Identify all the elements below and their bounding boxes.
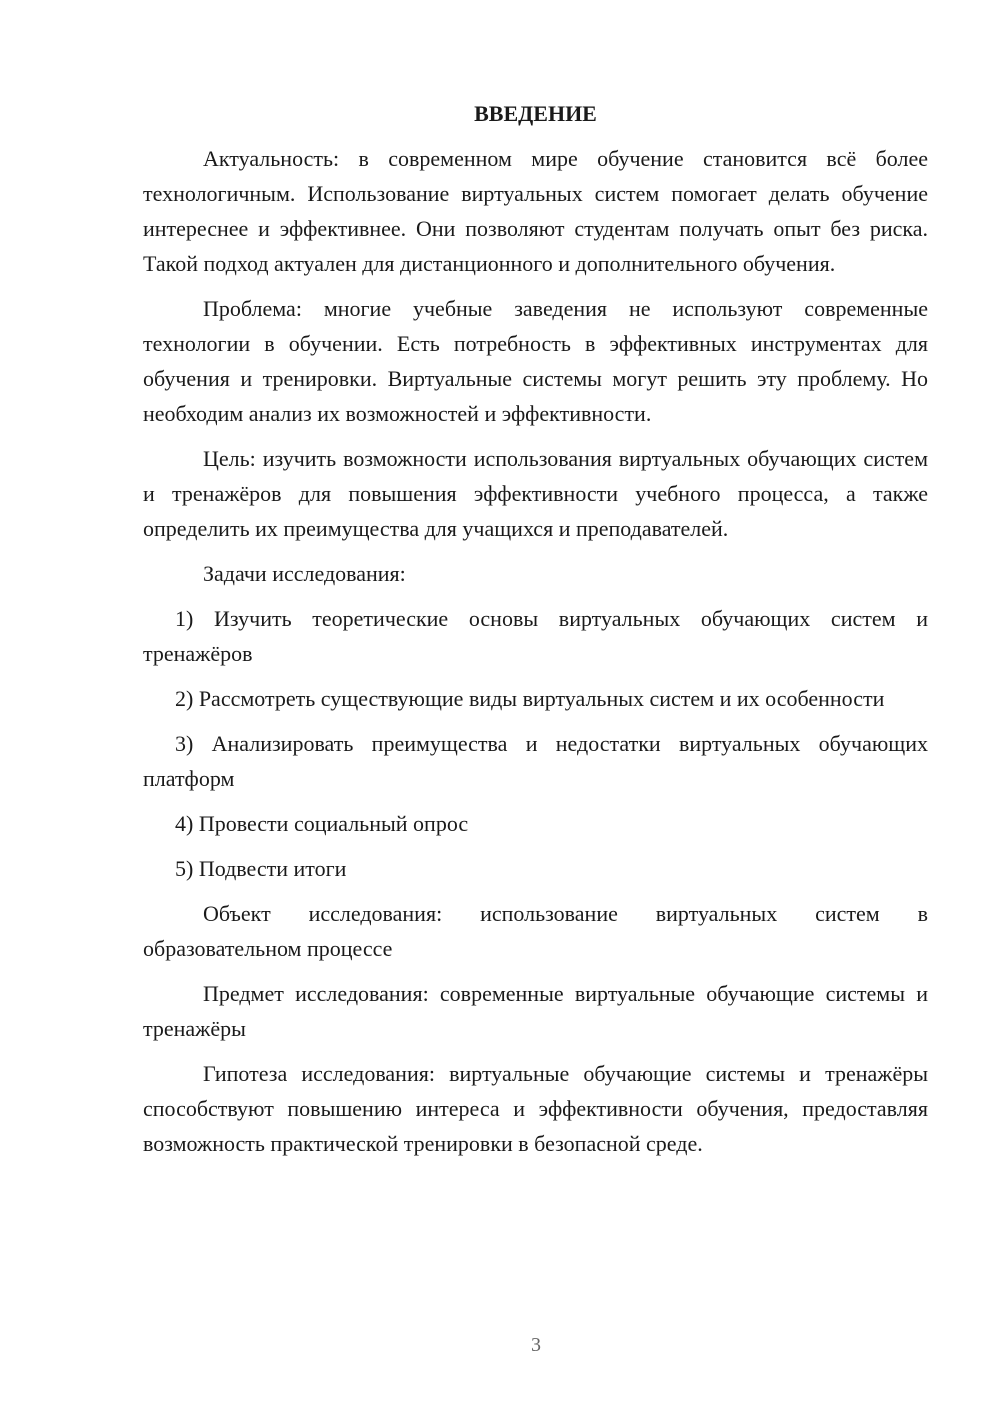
paragraph-problem: Проблема: многие учебные заведения не используют современные технологии в обучении. Есть потребность в эффективных инструментах для обучения и тренировки. Виртуальные системы могут решить эту проблему. Но необходим анализ их возможностей и эффективности. xyxy=(143,296,928,426)
paragraph-object: Объект исследования: использование виртуальных систем в образовательном процессе xyxy=(143,901,928,961)
tasks-list xyxy=(143,601,928,886)
paragraph-relevance: Актуальность: в современном мире обучение становится всё более технологичным. Использование виртуальных систем помогает делать обучение интереснее и эффективнее. Они позволяют студентам получать опыт без риска. Такой подход актуален для дистанционного и дополнительного обучения. xyxy=(143,146,928,276)
task-item-4: 4) Провести социальный опрос xyxy=(175,811,469,836)
page-number: 3 xyxy=(531,1334,541,1356)
task-item-2: 2) Рассмотреть существующие виды виртуальных систем и их особенности xyxy=(175,686,885,711)
task-item-5: 5) Подвести итоги xyxy=(175,856,347,881)
paragraph-goal: Цель: изучить возможности использования виртуальных обучающих систем и тренажёров для повышения эффективности учебного процесса, а также определить их преимущества для учащихся и преподавателей. xyxy=(143,446,928,541)
tasks-heading: Задачи исследования: xyxy=(203,561,406,586)
paragraph-hypothesis: Гипотеза исследования: виртуальные обучающие системы и тренажёры способствуют повышению интереса и эффективности обучения, предоставляя возможность практической тренировки в безопасной среде. xyxy=(143,1061,928,1156)
paragraph-subject: Предмет исследования: современные виртуальные обучающие системы и тренажёры xyxy=(143,981,928,1041)
section-title: ВВЕДЕНИЕ xyxy=(474,101,597,126)
task-item-1: 1) Изучить теоретические основы виртуальных обучающих систем и тренажёров xyxy=(143,606,928,666)
task-item-3: 3) Анализировать преимущества и недостатки виртуальных обучающих платформ xyxy=(143,731,928,791)
page-content xyxy=(143,96,928,1171)
